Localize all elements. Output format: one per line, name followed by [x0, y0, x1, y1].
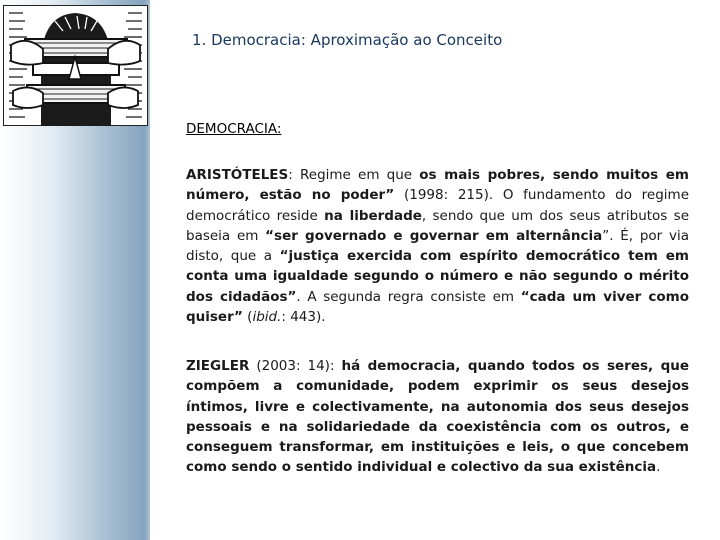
- emphasis-segment: na liberdade: [324, 207, 422, 224]
- text-segment: .: [656, 459, 661, 476]
- text-segment: ”. É, por via disto, que a: [186, 227, 689, 265]
- quote-segment: “cada um viver como quiser”: [186, 288, 689, 326]
- ziegler-paragraph: [186, 356, 689, 478]
- text-segment: (: [242, 309, 253, 326]
- author-name: ZIEGLER: [186, 358, 250, 374]
- text-segment: : Regime em que: [288, 167, 420, 183]
- text-segment: , sendo que um dos seus atributos se baseia em: [186, 207, 690, 244]
- text-segment: : 443).: [281, 309, 326, 326]
- text-segment: (1998: 215). O fundamento do regime democrático reside: [186, 187, 690, 224]
- quote-segment: há democracia, quando todos os seres, que compõem a comunidade, podem exprimir os seus desejos íntimos, livre e colectivamente, na autonomia dos seus desejos pessoais e na solidariedade da coexistência com os outros, e conseguem transformar, em instituições e leis, o que concebem como sendo o sentido individual e colectivo da sua existência: [186, 358, 689, 476]
- aristoteles-paragraph: [186, 165, 689, 327]
- quote-segment: “ser governado e governar em alternância: [265, 227, 603, 244]
- censored-face-illustration: [3, 5, 148, 126]
- text-segment: . A segunda regra consiste em: [296, 288, 521, 305]
- author-name: ARISTÓTELES: [186, 167, 289, 183]
- quote-segment: os mais pobres, sendo muitos em número, estão no poder”: [186, 167, 689, 204]
- text-segment: (2003: 14):: [249, 358, 342, 374]
- section-heading: DEMOCRACIA:: [186, 121, 282, 137]
- quote-segment: “justiça exercida com espírito democrático tem em conta uma igualdade segundo o número e não segundo o mérito dos cidadãos”: [186, 248, 689, 305]
- slide-title: 1. Democracia: Aproximação ao Conceito: [192, 31, 503, 49]
- citation-ibid: ibid.: [252, 309, 282, 326]
